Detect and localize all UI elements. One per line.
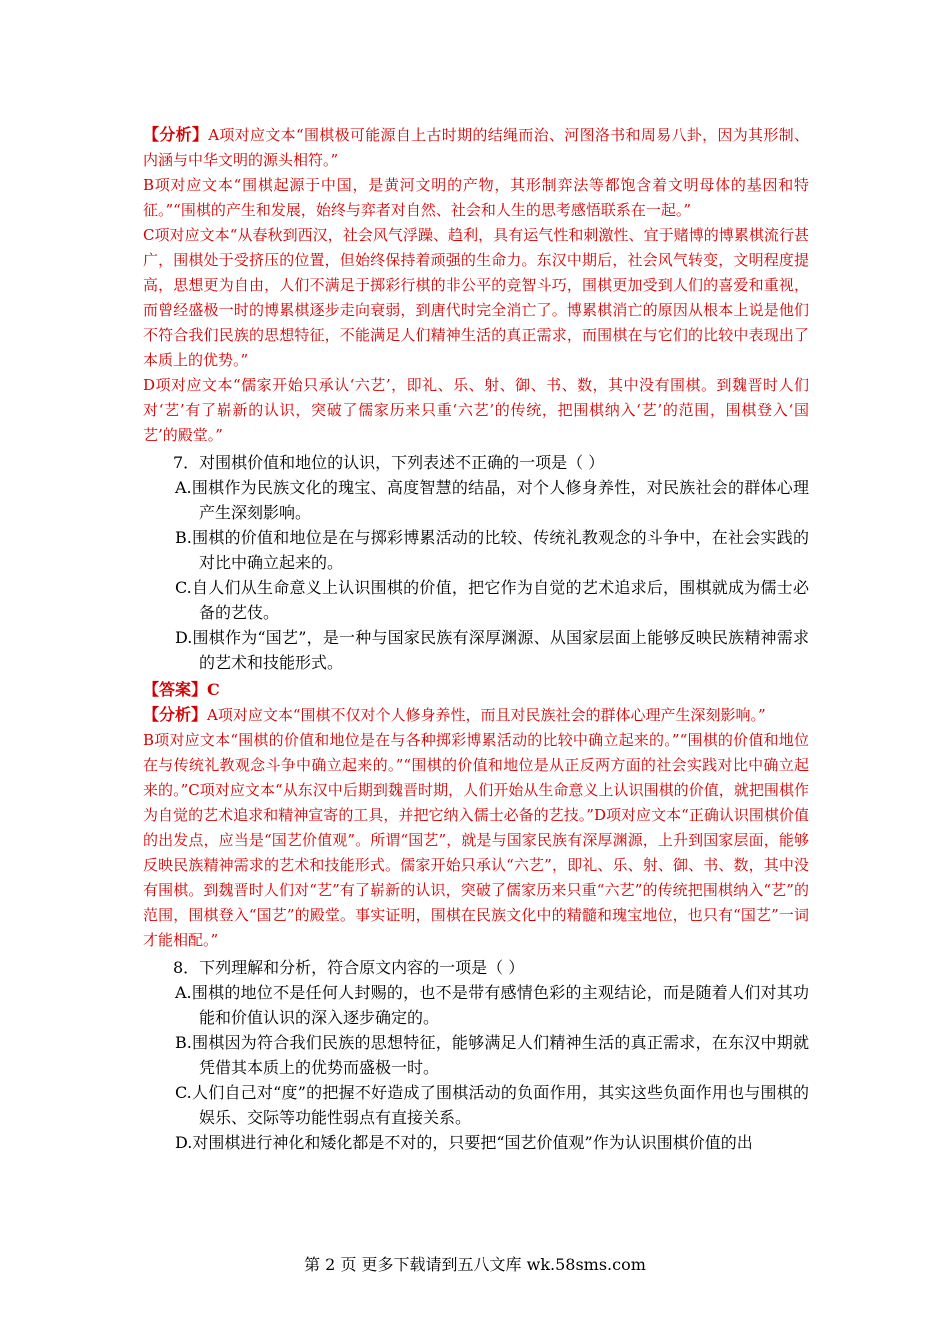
analysis-block-2-a: [143, 702, 809, 728]
question-7-option-a: A.围棋作为民族文化的瑰宝、高度智慧的结晶，对个人修身养性，对民族社会的群体心理产生深刻影响。: [175, 478, 809, 522]
question-7-option-b: B.围棋的价值和地位是在与掷彩博累活动的比较、传统礼教观念的斗争中，在社会实践的对比中确立起来的。: [175, 528, 809, 572]
analysis-block-1-d: D项对应文本“儒家开始只承认‘六艺’，即礼、乐、射、御、书、数，其中没有围棋。到魏晋时人们对‘艺’有了崭新的认识，突破了儒家历来只重‘六艺’的传统，把围棋纳入‘艺’的范围，围棋登入‘国艺’的殿堂。”: [143, 376, 809, 444]
answer-label: 【答案】: [143, 680, 208, 699]
question-8-stem: 8．下列理解和分析，符合原文内容的一项是（ ）: [173, 958, 525, 977]
question-8-option-c: C.人们自己对“度”的把握不好造成了围棋活动的负面作用，其实这些负面作用也与围棋的娱乐、交际等功能性弱点有直接关系。: [175, 1083, 809, 1127]
page-content: [143, 122, 809, 1155]
analysis-block-1-c: C项对应文本“从春秋到西汉，社会风气浮躁、趋利，具有运气性和刺激性、宜于赌博的博累棋流行甚广，围棋处于受挤压的位置，但始终保持着顽强的生命力。东汉中期后，社会风气转变，文明程度提高，思想更为自由，人们不满足于掷彩行棋的非公平的竞智斗巧，围棋更加受到人们的喜爱和重视，而曾经盛极一时的博累棋逐步走向衰弱，到唐代时完全消亡了。博累棋消亡的原因从根本上说是他们不符合我们民族的思想特征，不能满足人们精神生活的真正需求，而围棋在与它们的比较中表现出了本质上的优势。”: [143, 226, 809, 369]
question-8-option-d: D.对围棋进行神化和矮化都是不对的，只要把“国艺价值观”作为认识围棋价值的出: [175, 1133, 753, 1152]
analysis-text: A项对应文本“围棋极可能源自上古时期的结绳而治、河图洛书和周易八卦，因为其形制、内涵与中华文明的源头相符。”: [143, 126, 809, 169]
page-footer: 第 2 页 更多下载请到五八文库 wk.58sms.com: [304, 1255, 646, 1274]
question-8-option-b: B.围棋因为符合我们民族的思想特征，能够满足人们精神生活的真正需求，在东汉中期就凭借其本质上的优势而盛极一时。: [175, 1033, 809, 1077]
analysis-block-1-b: B项对应文本“围棋起源于中国，是黄河文明的产物，其形制弈法等都饱含着文明母体的基因和特征。”“围棋的产生和发展，始终与弈者对自然、社会和人生的思考感悟联系在一起。”: [143, 176, 809, 219]
analysis-block-1-a: [143, 122, 809, 173]
analysis-label: 【分析】: [143, 125, 209, 144]
analysis-label: 【分析】: [143, 705, 208, 724]
question-7-stem: 7．对围棋价值和地位的认识，下列表述不正确的一项是（ ）: [173, 453, 605, 472]
answer-value: C: [207, 680, 220, 699]
analysis-block-2-rest: B项对应文本“围棋的价值和地位是在与各种掷彩博累活动的比较中确立起来的。”“围棋的价值和地位在与传统礼教观念斗争中确立起来的。”“围棋的价值和地位是从正反两方面的社会实践对比中确立起来的。”C项对应文本“从东汉中后期到魏晋时期，人们开始从生命意义上认识围棋的价值，就把围棋作为自觉的艺术追求和精神宣寄的工具，并把它纳入儒士必备的艺技。”D项对应文本“正确认识围棋价值的出发点，应当是“国艺价值观”。所谓“国艺”，就是与国家民族有深厚渊源，上升到国家层面，能够反映民族精神需求的艺术和技能形式。儒家开始只承认“六艺”，即礼、乐、射、御、书、数，其中没有围棋。到魏晋时人们对“艺”有了崭新的认识，突破了儒家历来只重“六艺”的传统把围棋纳入“艺”的范围，围棋登入“国艺”的殿堂。事实证明，围棋在民族文化中的精髓和瑰宝地位，也只有“国艺”一词才能相配。”: [143, 731, 809, 949]
question-7-option-c: C.自人们从生命意义上认识围棋的价值，把它作为自觉的艺术追求后，围棋就成为儒士必备的艺伎。: [175, 578, 809, 622]
question-8-option-a: A.围棋的地位不是任何人封赐的，也不是带有感情色彩的主观结论，而是随着人们对其功能和价值认识的深入逐步确定的。: [175, 983, 809, 1027]
question-7-answer: [143, 677, 809, 702]
question-7-option-d: D.围棋作为“国艺”，是一种与国家民族有深厚渊源、从国家层面上能够反映民族精神需求的艺术和技能形式。: [175, 628, 809, 672]
analysis-text: A项对应文本“围棋不仅对个人修身养性，而且对民族社会的群体心理产生深刻影响。”: [207, 706, 766, 724]
